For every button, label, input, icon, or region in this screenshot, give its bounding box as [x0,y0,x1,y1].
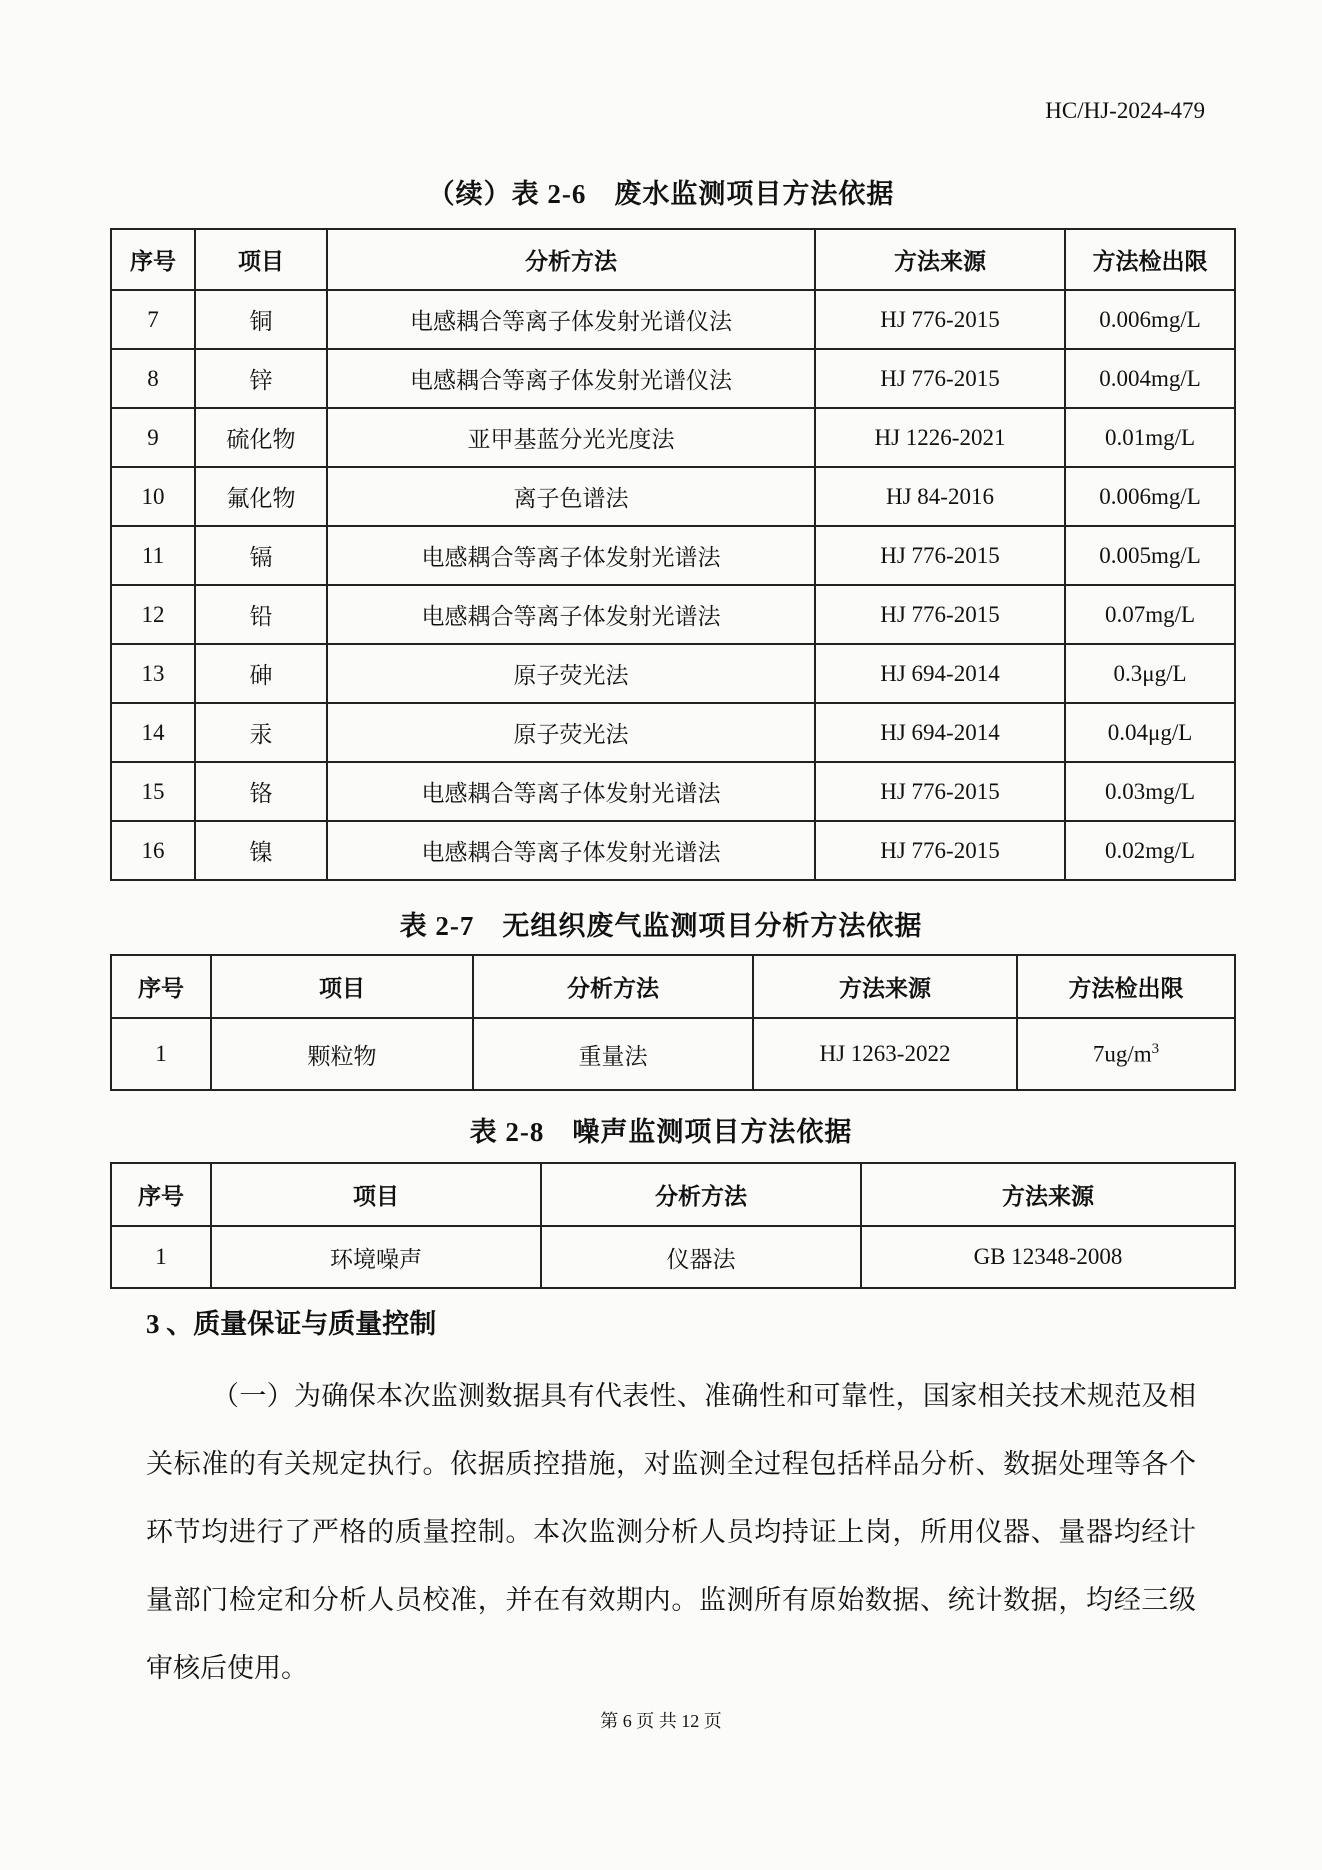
cell-source: HJ 776-2015 [815,585,1065,644]
table-row [111,467,1235,526]
cell-limit: 0.006mg/L [1065,467,1235,526]
cell-item: 汞 [195,703,327,762]
cell-item: 砷 [195,644,327,703]
cell-limit: 0.004mg/L [1065,349,1235,408]
limit-value: 7ug/m [1092,1041,1152,1067]
cell-limit: 0.04μg/L [1065,703,1235,762]
header-cell: 序号 [111,955,211,1018]
cell-method: 电感耦合等离子体发射光谱法 [327,762,815,821]
cell-source: HJ 776-2015 [815,762,1065,821]
table-2-8-title: 表 2-8 噪声监测项目方法依据 [469,1117,853,1147]
cell-limit: 0.03mg/L [1065,762,1235,821]
cell-method: 电感耦合等离子体发射光谱法 [327,526,815,585]
cell-seq: 12 [111,585,195,644]
cell-seq: 15 [111,762,195,821]
cell-method: 仪器法 [541,1226,861,1288]
table-row [111,585,1235,644]
header-cell: 项目 [195,229,327,290]
table-2-6-title: （续）表 2-6 废水监测项目方法依据 [427,179,895,209]
table-row [111,526,1235,585]
cell-method: 电感耦合等离子体发射光谱法 [327,585,815,644]
cell-seq: 10 [111,467,195,526]
table-2-7 [110,954,1236,1091]
page-footer: 第 6 页 共 12 页 [600,1711,722,1731]
table-row [111,644,1235,703]
header-cell: 项目 [211,1163,541,1226]
table-header-row [111,1163,1235,1226]
header-cell: 方法来源 [753,955,1017,1018]
cell-method: 亚甲基蓝分光光度法 [327,408,815,467]
table-row [111,1226,1235,1288]
cell-seq: 11 [111,526,195,585]
cell-limit: 0.006mg/L [1065,290,1235,349]
table-row [111,290,1235,349]
cell-seq: 1 [111,1226,211,1288]
table-row [111,1018,1235,1090]
header-cell: 分析方法 [473,955,753,1018]
body-paragraph: （一）为确保本次监测数据具有代表性、准确性和可靠性，国家相关技术规范及相关标准的有关规定执行。依据质控措施，对监测全过程包括样品分析、数据处理等各个环节均进行了严格的质量控制。本次监测分析人员均持证上岗，所用仪器、量器均经计量部门检定和分析人员校准，并在有效期内。监测所有原始数据、统计数据，均经三级审核后使用。 [146,1381,1196,1683]
cell-limit [1017,1018,1235,1090]
cell-limit: 0.01mg/L [1065,408,1235,467]
cell-source: HJ 776-2015 [815,821,1065,880]
cell-item: 铜 [195,290,327,349]
cell-seq: 9 [111,408,195,467]
table-row [111,821,1235,880]
cell-method: 离子色谱法 [327,467,815,526]
cell-seq: 8 [111,349,195,408]
cell-method: 电感耦合等离子体发射光谱法 [327,821,815,880]
cell-item: 环境噪声 [211,1226,541,1288]
cell-limit: 0.07mg/L [1065,585,1235,644]
header-cell: 序号 [111,229,195,290]
header-cell: 分析方法 [327,229,815,290]
cell-method: 原子荧光法 [327,703,815,762]
cell-item: 氟化物 [195,467,327,526]
header-cell: 分析方法 [541,1163,861,1226]
table-2-8 [110,1162,1236,1289]
header-cell: 方法来源 [815,229,1065,290]
cell-source: HJ 694-2014 [815,703,1065,762]
doc-number: HC/HJ-2024-479 [1045,98,1205,123]
cell-item: 铬 [195,762,327,821]
header-cell: 项目 [211,955,473,1018]
cell-seq: 13 [111,644,195,703]
cell-limit: 0.3μg/L [1065,644,1235,703]
table-row [111,408,1235,467]
cell-item: 硫化物 [195,408,327,467]
cell-limit: 0.02mg/L [1065,821,1235,880]
header-cell: 方法检出限 [1065,229,1235,290]
table-header-row [111,229,1235,290]
cell-item: 锌 [195,349,327,408]
cell-item: 颗粒物 [211,1018,473,1090]
header-cell: 序号 [111,1163,211,1226]
cell-source: HJ 84-2016 [815,467,1065,526]
cell-seq: 1 [111,1018,211,1090]
table-2-6 [110,228,1236,881]
table-2-7-title: 表 2-7 无组织废气监测项目分析方法依据 [399,911,923,941]
cell-seq: 16 [111,821,195,880]
cell-method: 电感耦合等离子体发射光谱仪法 [327,349,815,408]
table-row [111,349,1235,408]
cell-method: 原子荧光法 [327,644,815,703]
cell-seq: 7 [111,290,195,349]
cell-source: HJ 1263-2022 [753,1018,1017,1090]
cell-source: HJ 776-2015 [815,349,1065,408]
section-heading: 3 、质量保证与质量控制 [146,1309,437,1339]
header-cell: 方法来源 [861,1163,1235,1226]
table-row [111,703,1235,762]
cell-source: HJ 1226-2021 [815,408,1065,467]
cell-method: 电感耦合等离子体发射光谱仪法 [327,290,815,349]
cell-source: GB 12348-2008 [861,1226,1235,1288]
cell-limit: 0.005mg/L [1065,526,1235,585]
cell-method: 重量法 [473,1018,753,1090]
cell-source: HJ 694-2014 [815,644,1065,703]
header-cell: 方法检出限 [1017,955,1235,1018]
cell-source: HJ 776-2015 [815,526,1065,585]
table-row [111,762,1235,821]
limit-exponent: 3 [1151,1040,1160,1057]
cell-source: HJ 776-2015 [815,290,1065,349]
cell-seq: 14 [111,703,195,762]
table-header-row [111,955,1235,1018]
cell-item: 镉 [195,526,327,585]
cell-item: 镍 [195,821,327,880]
cell-item: 铅 [195,585,327,644]
